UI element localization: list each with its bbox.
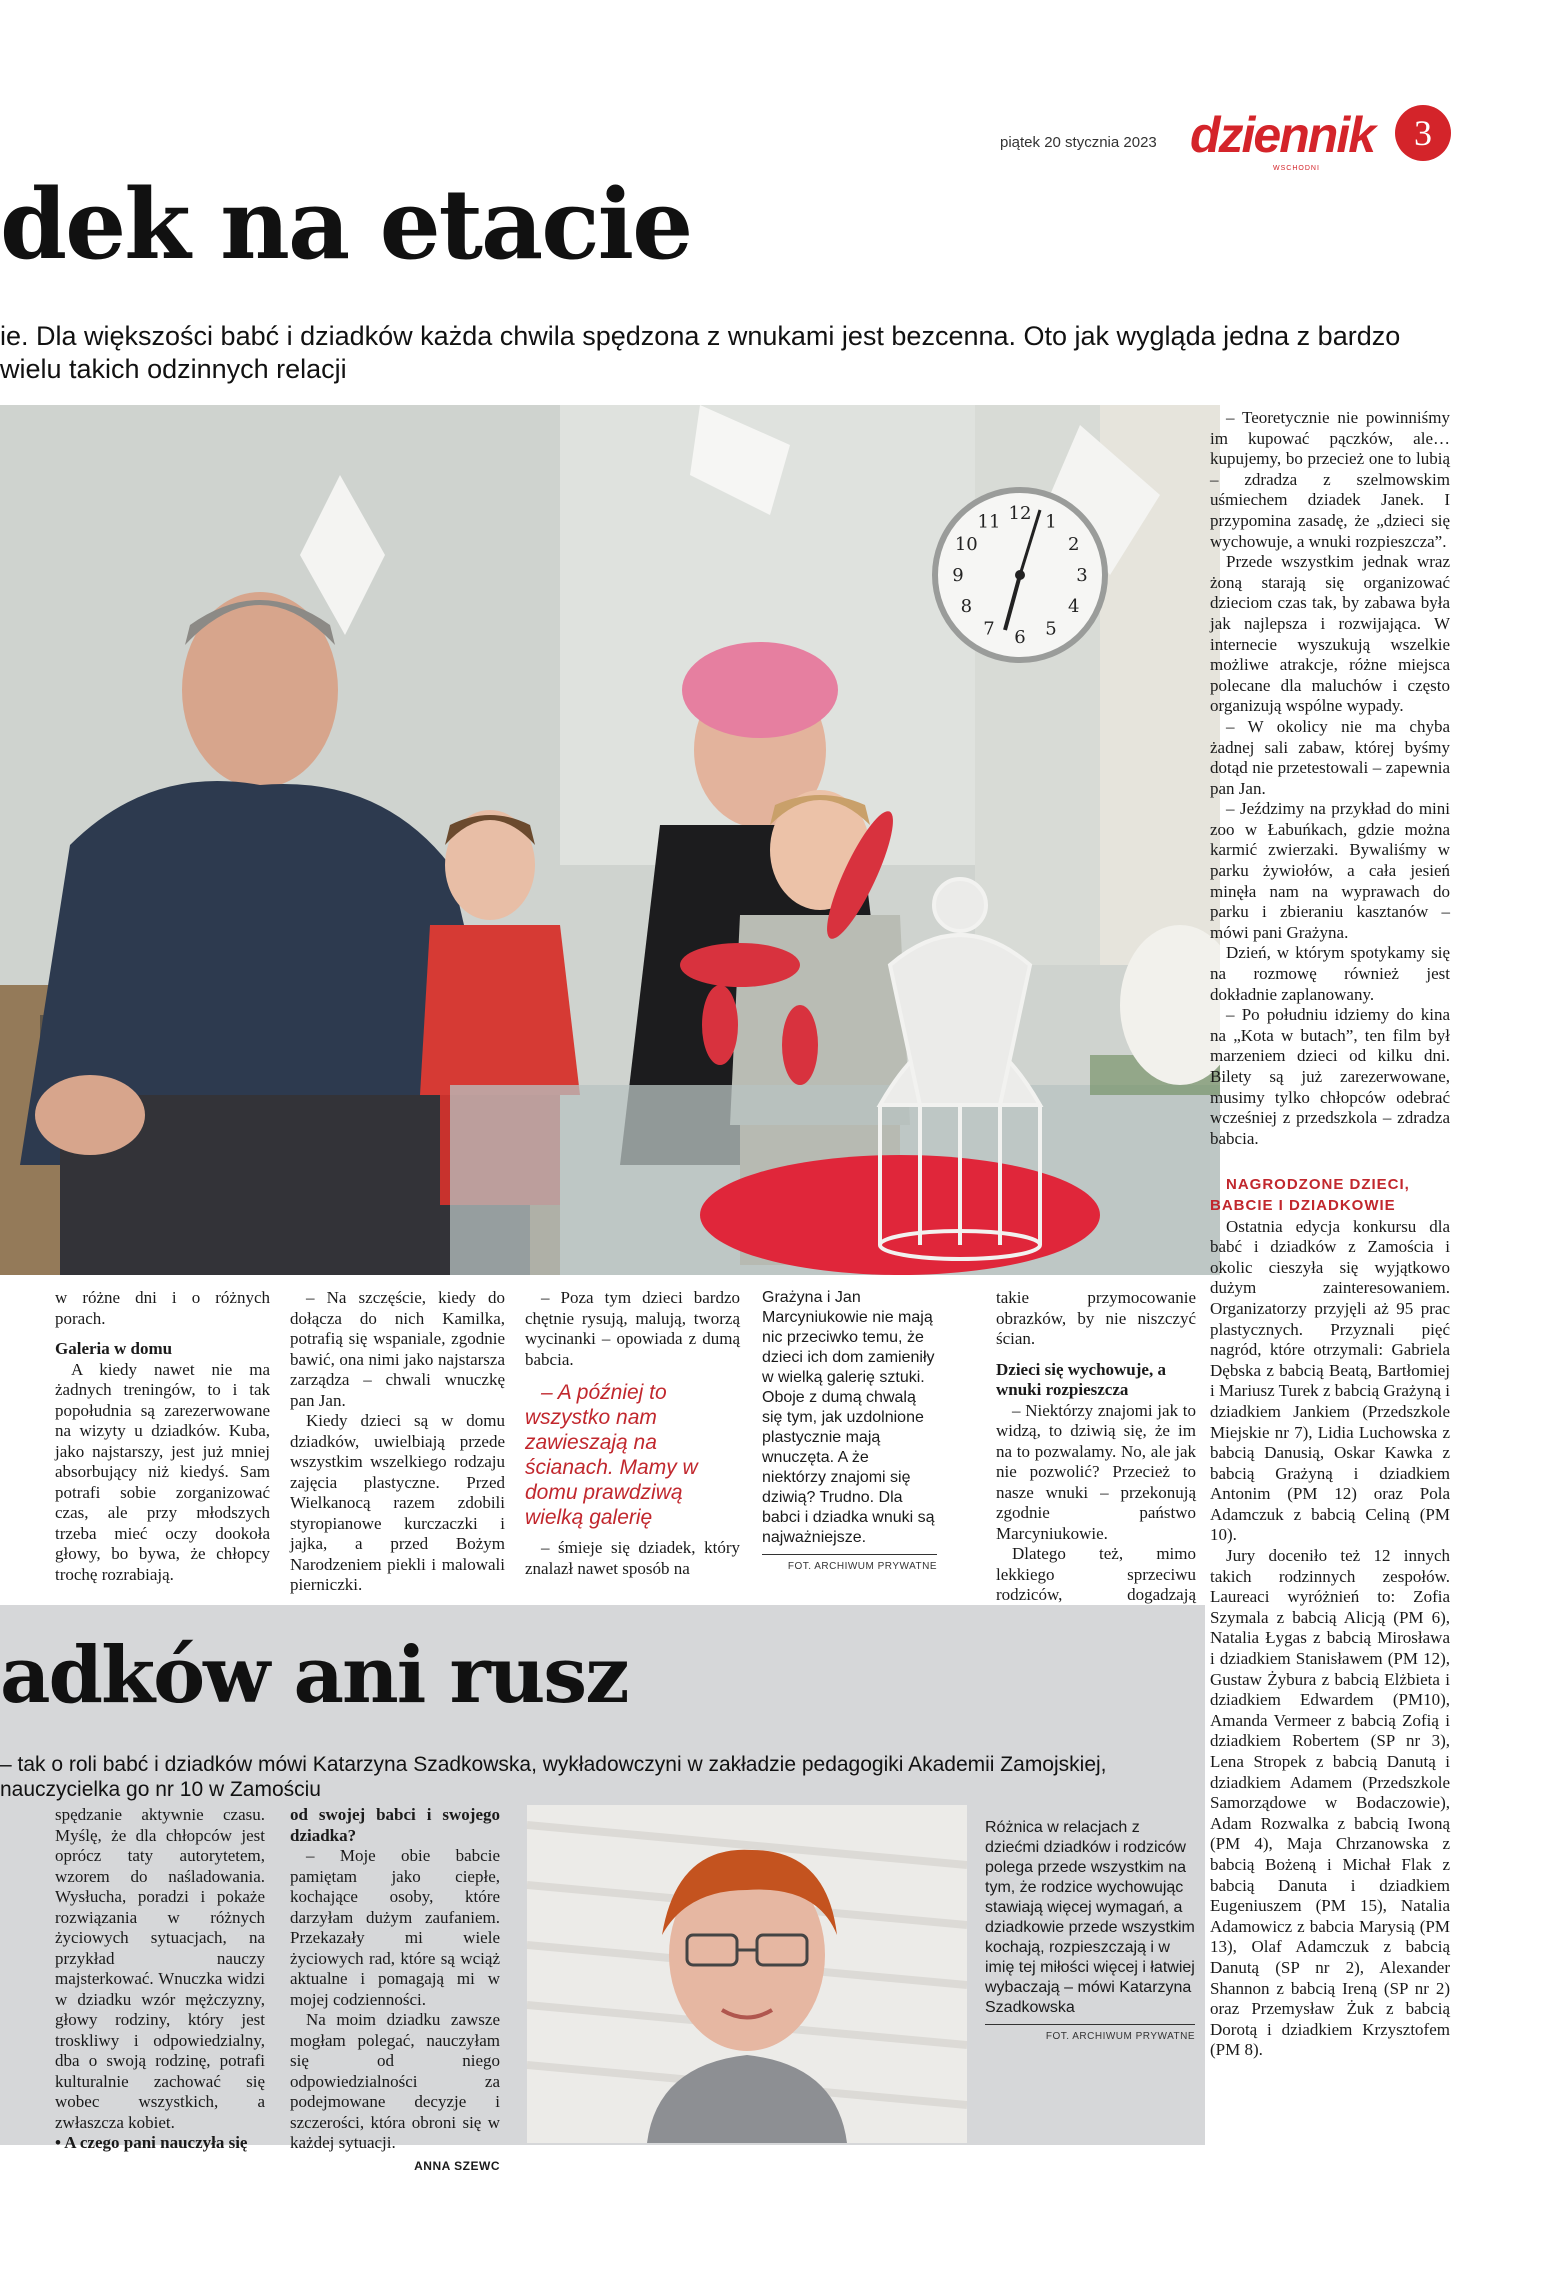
clock-numeral: 2 (1067, 534, 1080, 555)
paragraph: Na moim dziadku zawsze mogłam polegać, nauczyłam się od niego odpowiedzialności za podejmowane decyzje i szczerości, która obroni się w każdej sytuacji. (290, 2010, 500, 2152)
paragraph: spędzanie aktywnie czasu. Myślę, że dla chłopców jest oprócz taty autorytetem, wzorem do naśladowania. Wysłucha, poradzi i pokaże rozwiązania w różnych życiowych sytuacjach, na przykład nauczy majsterkować. Wnuczka widzi w dziadku wzór mężczyzny, głowy rodziny, który jest troskliwy i odpowiedzialny, dba o swoją rodzinę, potrafi kulturalnie zachować się wobec wszystkich, a zwłaszcza kobiet. (55, 1805, 265, 2132)
family-photo-illustration (0, 405, 1220, 1275)
interview-lead: – tak o roli babć i dziadków mówi Katarzyna Szadkowska, wykładowczyni w zakładzie pedagogiki Akademii Zamojskiej, nauczycielka go nr 10 w Zamościu (0, 1753, 1107, 1801)
interview-column-2 (290, 1805, 500, 2176)
pull-quote: – A później to wszystko nam zawieszają na ścianach. Mamy w domu prawdziwą wielką galerię (525, 1381, 698, 1529)
paragraph: – Jeździmy na przykład do mini zoo w Łabuńkach, gdzie można karmić zwierzaki. Bywaliśmy w parku żywiołów, a cała jesień minęła nam na wyprawach do parku i zbieraniu kasztanów – mówi pani Grażyna. (1210, 799, 1450, 942)
paragraph: w różne dni i o różnych porach. (55, 1288, 270, 1328)
article-column-2 (290, 1288, 505, 1596)
sidebar-section-heading: NAGRODZONE DZIECI, BABCIE I DZIADKOWIE (1210, 1176, 1410, 1214)
clock-numeral: 1 (1045, 511, 1057, 533)
clock-numeral: 5 (1045, 618, 1057, 640)
photo-caption: Różnica w relacjach z dziećmi dziadków i rodziców polega przede wszystkim na tym, że rodzice wychowując stawiają więcej wymagań, a dziadkowie przede wszystkim kochają, rozpieszczają i w imię tej miłości więcej i łatwiej wybaczają – mówi Katarzyna Szadkowska (985, 1819, 1195, 2016)
clock-numeral: 9 (952, 565, 964, 586)
clock-numeral: 8 (960, 596, 973, 617)
photo-credit: FOT. ARCHIWUM PRYWATNE (762, 1554, 937, 1578)
photo-caption: Grażyna i Jan Marcyniukowie nie mają nic przeciwko temu, że dzieci ich dom zamieniły w wielką galerię sztuki. Oboje z dumą chwalą się tym, jak uzdolnione plastycznie mają wnuczęta. A że niektórzy znajomi się dziwią? Trudno. Dla babci i dziadka wnuki są najważniejsze. (762, 1289, 935, 1546)
paragraph: Kiedy dzieci są w domu dziadków, uwielbiają przede wszystkim wszelkiego rodzaju zajęcia plastyczne. Przed Wielkanocą razem zdobili styropianowe kurczaczki i jajka, a przed Bożym Narodzeniem piekli i malowali pierniczki. (290, 1411, 505, 1594)
paragraph: – W okolicy nie ma chyba żadnej sali zabaw, której byśmy dotąd nie przetestowali – zapewnia pan Jan. (1210, 716, 1450, 798)
interview-headline: adków ani rusz (0, 1630, 628, 1721)
paragraph: Ostatnia edycja konkursu dla babć i dziadków z Zamościa i okolic cieszyła się wyjątkowo dużym zainteresowaniem. Organizatorzy przyjęli aż 95 prac plastycznych. Przyznali pięć nagród, które otrzymali: Gabriela Dębska z babcią Beatą, Bartłomiej i Mariusz Turek z babcią Grażyną i dziadkiem Jankiem (Przedszkole Miejskie nr 7), Lidia Luchowska z babcią Danusią, Oskar Kawka z babcią Grażyną i dziadkiem Antonim (PM 12) oraz Pola Adamczuk z babcią Celiną (PM 10). (1210, 1216, 1450, 1545)
author-signature: ANNA SZEWC (414, 2158, 500, 2173)
article-column-5 (996, 1288, 1196, 1626)
paragraph: Dzień, w którym spotykamy się na rozmowę również jest dokładnie zaplanowany. (1210, 943, 1450, 1004)
article-headline: dek na etacie (0, 168, 692, 281)
paragraph: – Niektórzy znajomi jak to widzą, to dziwią się, że im na to pozwalamy. No, ale jak nie pozwolić? Przecież to nasze wnuki – przekonują zgodnie państwo Marcyniukowie. (996, 1400, 1196, 1543)
paragraph: takie przymocowanie obrazków, by nie niszczyć ścian. (996, 1288, 1196, 1348)
paragraph: – Po południu idziemy do kina na „Kota w butach”, ten film był marzeniem dzieci od kilku dni. Bilety są już zarezerwowane, musimy tylko chłopców odebrać wcześniej z przedszkola – zdradza babcia. (1210, 1005, 1450, 1148)
clock-numeral: 3 (1076, 565, 1088, 586)
article-column-1 (55, 1288, 270, 1585)
portrait-caption-column (985, 1818, 1195, 2048)
paragraph: A kiedy nawet nie ma żadnych treningów, to i tak popołudnia są zarezerwowane na wizyty u dziadków. Kuba, jako najstarszy, jest już mniej absorbujący niż kiedyś. Sam potrafi sobie zorganizować czas, ale przy młodszych trzeba mieć oczy dookoła głowy, bo bywa, że chłopcy trochę rozrabiają. (55, 1359, 270, 1584)
newspaper-logo[interactable]: dziennik (1190, 107, 1375, 163)
right-column (1210, 408, 1450, 2061)
portrait-photo (527, 1805, 967, 2143)
paragraph: – śmieje się dziadek, który znalazł nawet sposób na (525, 1538, 740, 1578)
interview-column-1 (55, 1805, 265, 2154)
subheading: Dzieci się wychowuje, a wnuki rozpieszcza (996, 1359, 1166, 1399)
article-lead: ie. Dla większości babć i dziadków każda chwila spędzona z wnukami jest bezcenna. Oto jak wygląda jedna z bardzo wielu takich odzinnych relacji (0, 321, 1401, 384)
main-article-photo (0, 405, 1220, 1275)
clock-numeral: 4 (1067, 596, 1080, 617)
clock-numeral: 10 (954, 534, 978, 555)
paragraph: – Na szczęście, kiedy do dołącza do nich Kamilka, potrafią się wspaniale, zgodnie bawić, ona nimi jako najstarsza zarządza – chwali wnuczkę pan Jan. (290, 1288, 505, 1410)
article-column-3 (525, 1288, 740, 1579)
issue-date: piątek 20 stycznia 2023 (1000, 134, 1157, 151)
clock-numeral: 11 (977, 511, 1001, 533)
photo-credit: FOT. ARCHIWUM PRYWATNE (985, 2024, 1195, 2048)
wall-clock (935, 490, 1105, 660)
clock-numeral: 12 (1008, 503, 1032, 524)
portrait-illustration (527, 1805, 967, 2143)
interview-question: • A czego pani nauczyła się (55, 2133, 248, 2152)
clock-numeral: 7 (983, 618, 995, 640)
interview-question: od swojej babci i swojego dziadka? (290, 1805, 500, 1845)
paragraph: – Moje obie babcie pamiętam jako ciepłe, kochające osoby, które darzyłam dużym zaufaniem. Przekazały mi wiele życiowych rad, które są wciąż aktualne i pomagają mi w mojej codzienności. (290, 1846, 500, 2009)
page-number-badge: 3 (1395, 105, 1451, 161)
subheading: Galeria w domu (55, 1339, 173, 1358)
paragraph: Dlatego też, mimo lekkiego sprzeciwu rodziców, dogadzają (996, 1544, 1196, 1604)
clock-numeral: 6 (1014, 627, 1026, 648)
photo-caption-column (762, 1288, 937, 1578)
newspaper-logo-subtitle: WSCHODNI (1273, 165, 1320, 172)
paragraph: Przede wszystkim jednak wraz żoną starają się organizować dzieciom czas tak, by zabawa była jak najlepsza i rozwijająca. W internecie wyszukują wszelkie możliwe atrakcje, różne miejsca polecane dla maluchów i często organizują wspólne wypady. (1210, 552, 1450, 716)
paragraph: – Poza tym dzieci bardzo chętnie rysują, malują, tworzą wycinanki – opowiada z dumą babcia. (525, 1288, 740, 1369)
paragraph: – Teoretycznie nie powinniśmy im kupować pączków, ale… kupujemy, bo przecież one to lubią – zdradza z szelmowskim uśmiechem dziadek Janek. I przypomina zasadę, że „dzieci się wychowuje, a wnuki rozpieszcza”. (1210, 408, 1450, 551)
paragraph: Jury doceniło też 12 innych takich rodzinnych zespołów. Laureaci wyróżnień to: Zofia Szymala z babcią Alicją (PM 6), Natalia Łygas z babcią Mirosława i dziadkiem Stanisławem (PM 12), Gustaw Żybura z babcią Elżbieta i dziadkiem Edwardem (PM10), Amanda Vermeer z babcią Zofią i dziadkiem Robertem (SP nr 3), Lena Stropek z babcią Danutą i dziadkiem Adamem (Przedszkole Samorządowe w Bodaczowie), Adam Rozwalka z babcią Iwoną (PM 4), Maja Chrzanowska z babcią Bożeną i Michał Flak z babcią Danuta i dziadkiem Eugeniuszem (PM 15), Natalia Adamowicz z babcia Marysią (PM 13), Olaf Adamczuk z babcią Danutą (SP nr 2), Alexander Shannon z babcią Ireną (SP nr 2) oraz Przemysław Żuk z babcią Dorotą i dziadkiem Krzysztofem (PM 8). (1210, 1546, 1450, 2060)
